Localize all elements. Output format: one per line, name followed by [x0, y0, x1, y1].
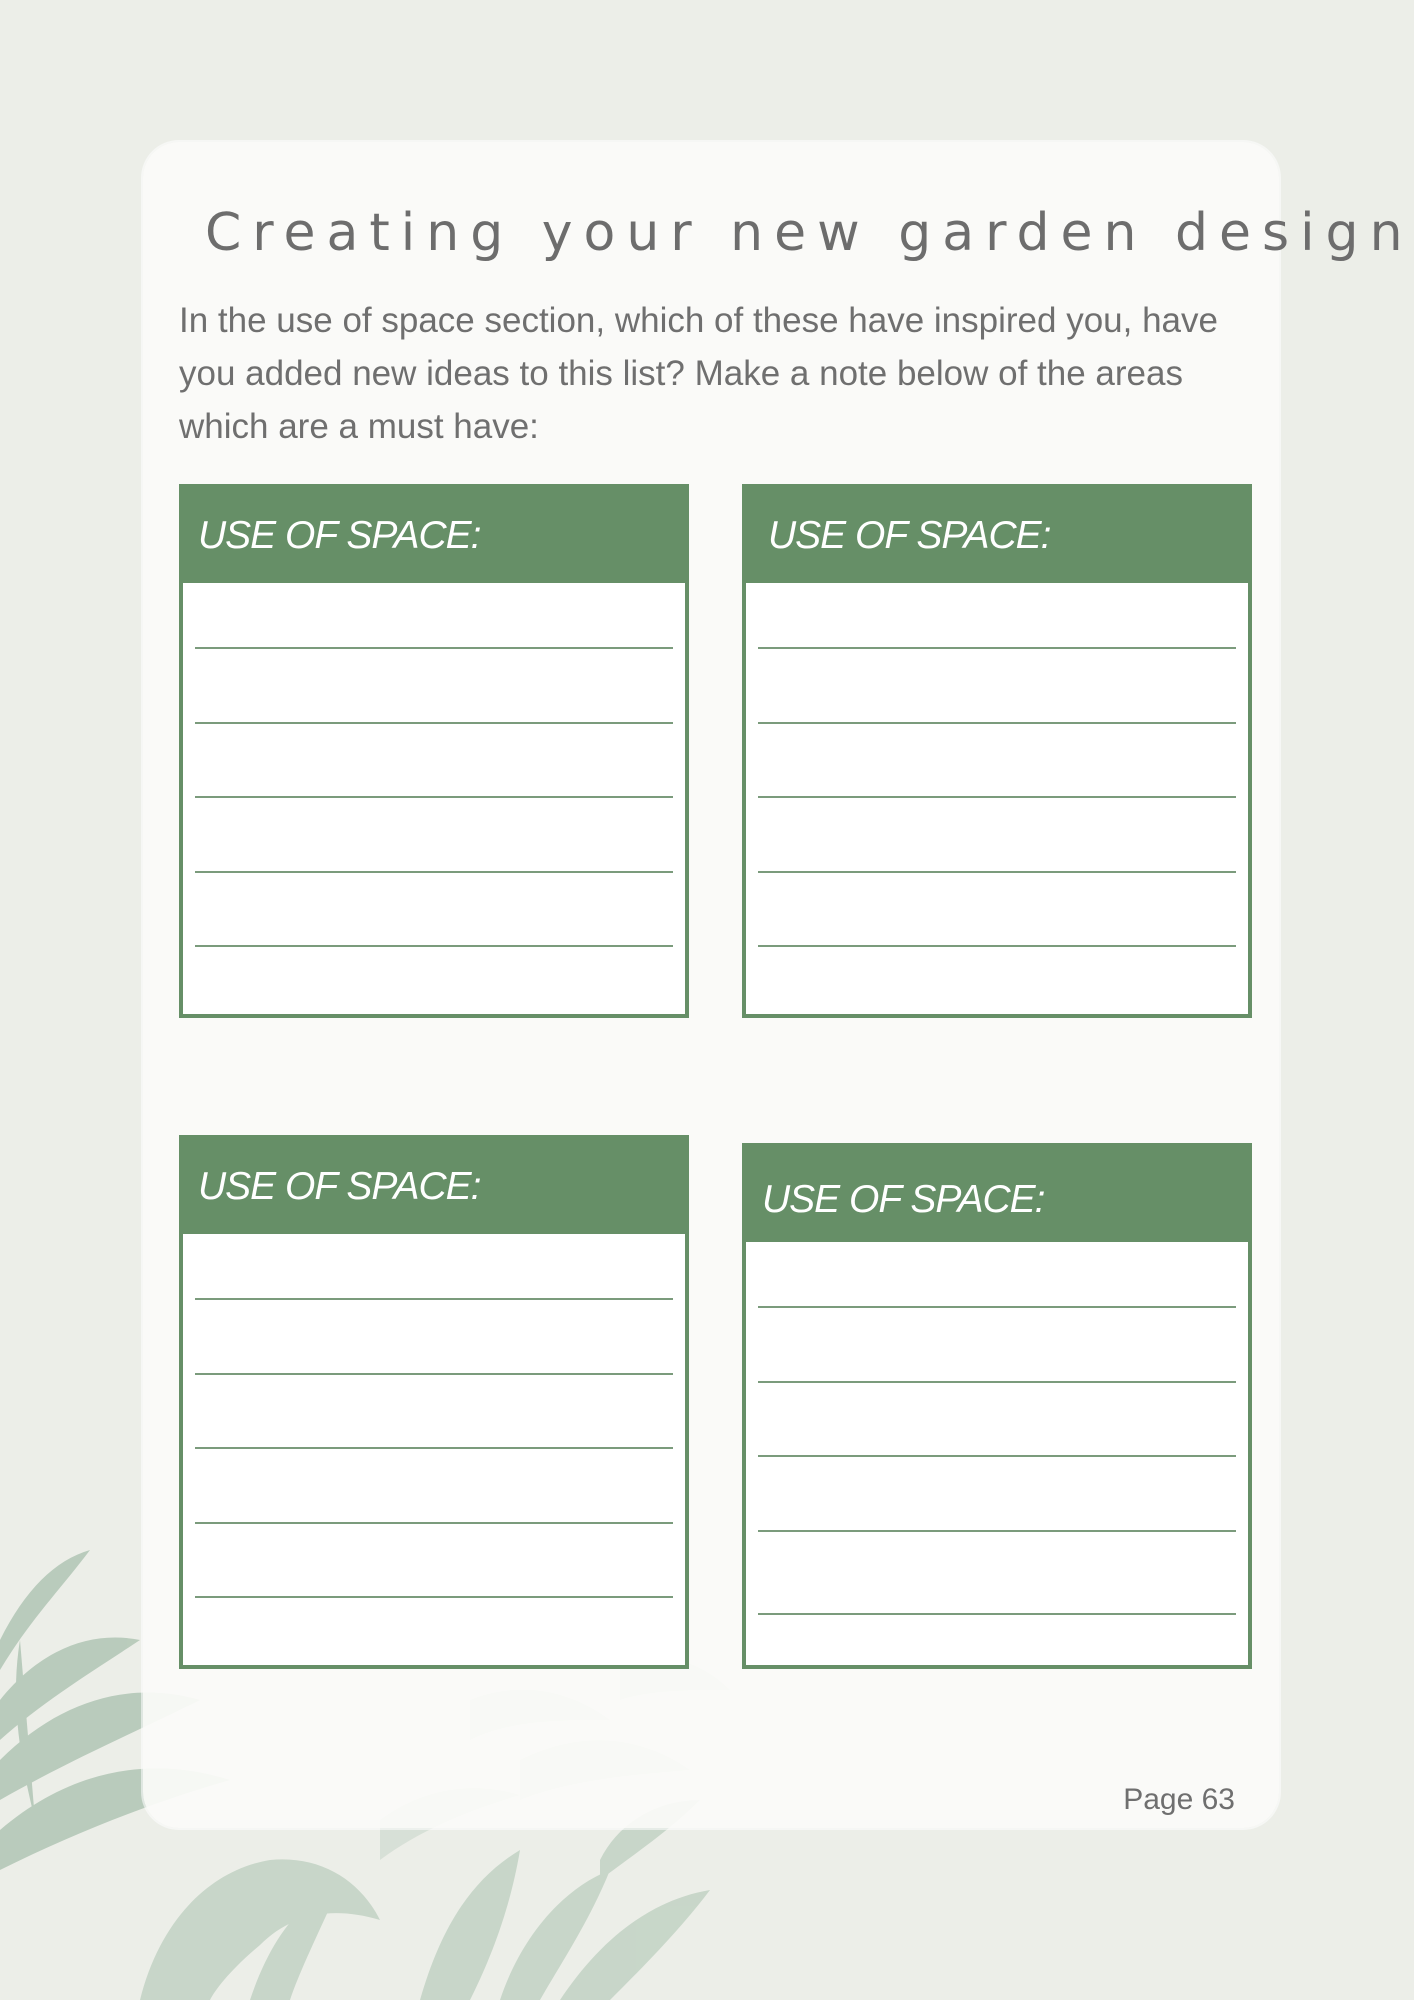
box-heading: USE OF SPACE:	[746, 1147, 1248, 1242]
writing-line[interactable]	[195, 945, 673, 947]
page-number: Page 63	[1123, 1783, 1235, 1816]
box-heading: USE OF SPACE:	[183, 488, 685, 583]
writing-line[interactable]	[195, 796, 673, 798]
writing-line[interactable]	[758, 722, 1236, 724]
writing-line[interactable]	[195, 1596, 673, 1598]
intro-line: which are a must have:	[179, 407, 539, 446]
writing-line[interactable]	[758, 1530, 1236, 1532]
box-heading: USE OF SPACE:	[183, 1139, 685, 1234]
use-of-space-box	[179, 484, 689, 1018]
writing-line[interactable]	[758, 945, 1236, 947]
writing-line[interactable]	[195, 722, 673, 724]
use-of-space-box	[179, 1135, 689, 1669]
writing-line[interactable]	[758, 871, 1236, 873]
writing-line[interactable]	[758, 647, 1236, 649]
writing-line[interactable]	[195, 1447, 673, 1449]
writing-line[interactable]	[195, 871, 673, 873]
writing-line[interactable]	[195, 1522, 673, 1524]
writing-line[interactable]	[758, 1613, 1236, 1615]
intro-line: you added new ideas to this list? Make a note below of the areas	[179, 354, 1183, 393]
box-heading: USE OF SPACE:	[746, 488, 1248, 583]
intro-line: In the use of space section, which of these have inspired you, have	[179, 301, 1218, 340]
use-of-space-box	[742, 1143, 1252, 1669]
writing-line[interactable]	[758, 1381, 1236, 1383]
intro-text	[179, 294, 1219, 453]
writing-line[interactable]	[195, 647, 673, 649]
page-title: Creating your new garden design	[205, 203, 1414, 263]
writing-line[interactable]	[758, 1306, 1236, 1308]
use-of-space-box	[742, 484, 1252, 1018]
writing-line[interactable]	[195, 1298, 673, 1300]
writing-line[interactable]	[758, 796, 1236, 798]
writing-line[interactable]	[758, 1455, 1236, 1457]
writing-line[interactable]	[195, 1373, 673, 1375]
